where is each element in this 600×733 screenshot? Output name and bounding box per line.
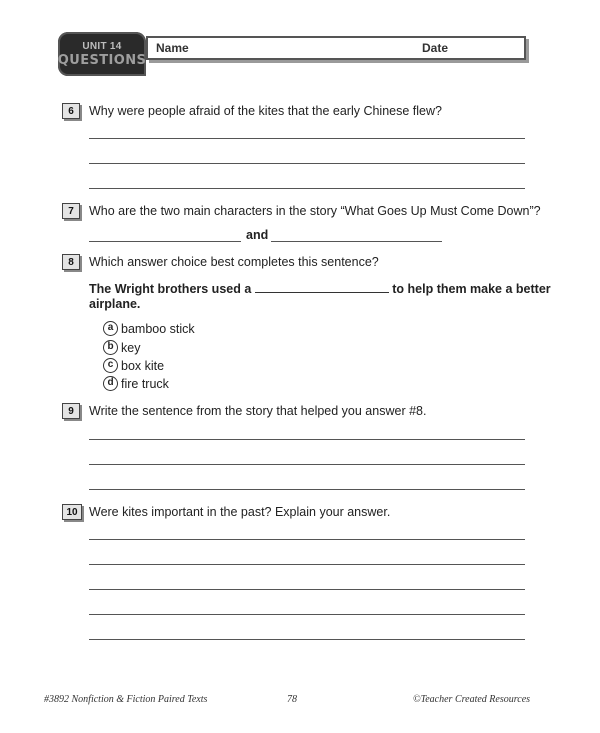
footer-book-title: #3892 Nonfiction & Fiction Paired Texts [44,694,208,705]
choice-letter: d [103,376,118,391]
choice-label: fire truck [121,376,169,391]
sentence-prompt-line-1 [89,281,551,296]
section-label: QUESTIONS [57,52,147,68]
question-number-9: 9 [62,403,80,419]
answer-line[interactable] [89,614,525,615]
answer-line[interactable] [89,439,525,440]
answer-line[interactable] [89,138,525,139]
choice-c[interactable] [103,358,164,373]
answer-line[interactable] [89,589,525,590]
question-text-6: Why were people afraid of the kites that the early Chinese flew? [89,104,442,118]
name-label: Name [156,41,189,55]
question-number-7: 7 [62,203,80,219]
choice-label: key [121,340,141,355]
question-number-10: 10 [62,504,82,520]
answer-line[interactable] [89,639,525,640]
answer-line[interactable] [89,539,525,540]
unit-badge [58,32,146,76]
question-number-8: 8 [62,254,80,270]
choice-label: box kite [121,358,165,373]
footer-publisher: ©Teacher Created Resources [413,694,531,705]
choice-label: bamboo stick [121,321,195,336]
character-2-line[interactable] [271,241,442,242]
answer-line[interactable] [89,464,525,465]
and-word: and [246,228,269,242]
unit-label: UNIT 14 [82,40,122,52]
prompt-part-1: The Wright brothers used a [89,282,252,296]
answer-line[interactable] [89,163,525,164]
date-label: Date [422,41,449,55]
question-text-9: Write the sentence from the story that helped you answer #8. [89,404,427,418]
choice-d[interactable] [103,376,169,391]
question-text-8: Which answer choice best completes this sentence? [89,255,379,269]
question-text-10: Were kites important in the past? Explain your answer. [89,505,391,519]
prompt-part-2: to help them make a better [392,282,551,296]
answer-line[interactable] [89,489,525,490]
question-text-7: Who are the two main characters in the story “What Goes Up Must Come Down”? [89,204,541,218]
prompt-part-3: airplane. [89,297,141,311]
answer-line[interactable] [89,188,525,189]
character-1-line[interactable] [89,241,241,242]
name-date-bar[interactable] [146,36,526,60]
footer-page-number: 78 [287,694,297,705]
choice-letter: c [103,358,118,373]
question-number-6: 6 [62,103,80,119]
answer-line[interactable] [89,564,525,565]
choice-b[interactable] [103,340,140,355]
choice-letter: a [103,321,118,336]
choice-letter: b [103,340,118,355]
sentence-blank [255,281,389,293]
choice-a[interactable] [103,321,195,336]
